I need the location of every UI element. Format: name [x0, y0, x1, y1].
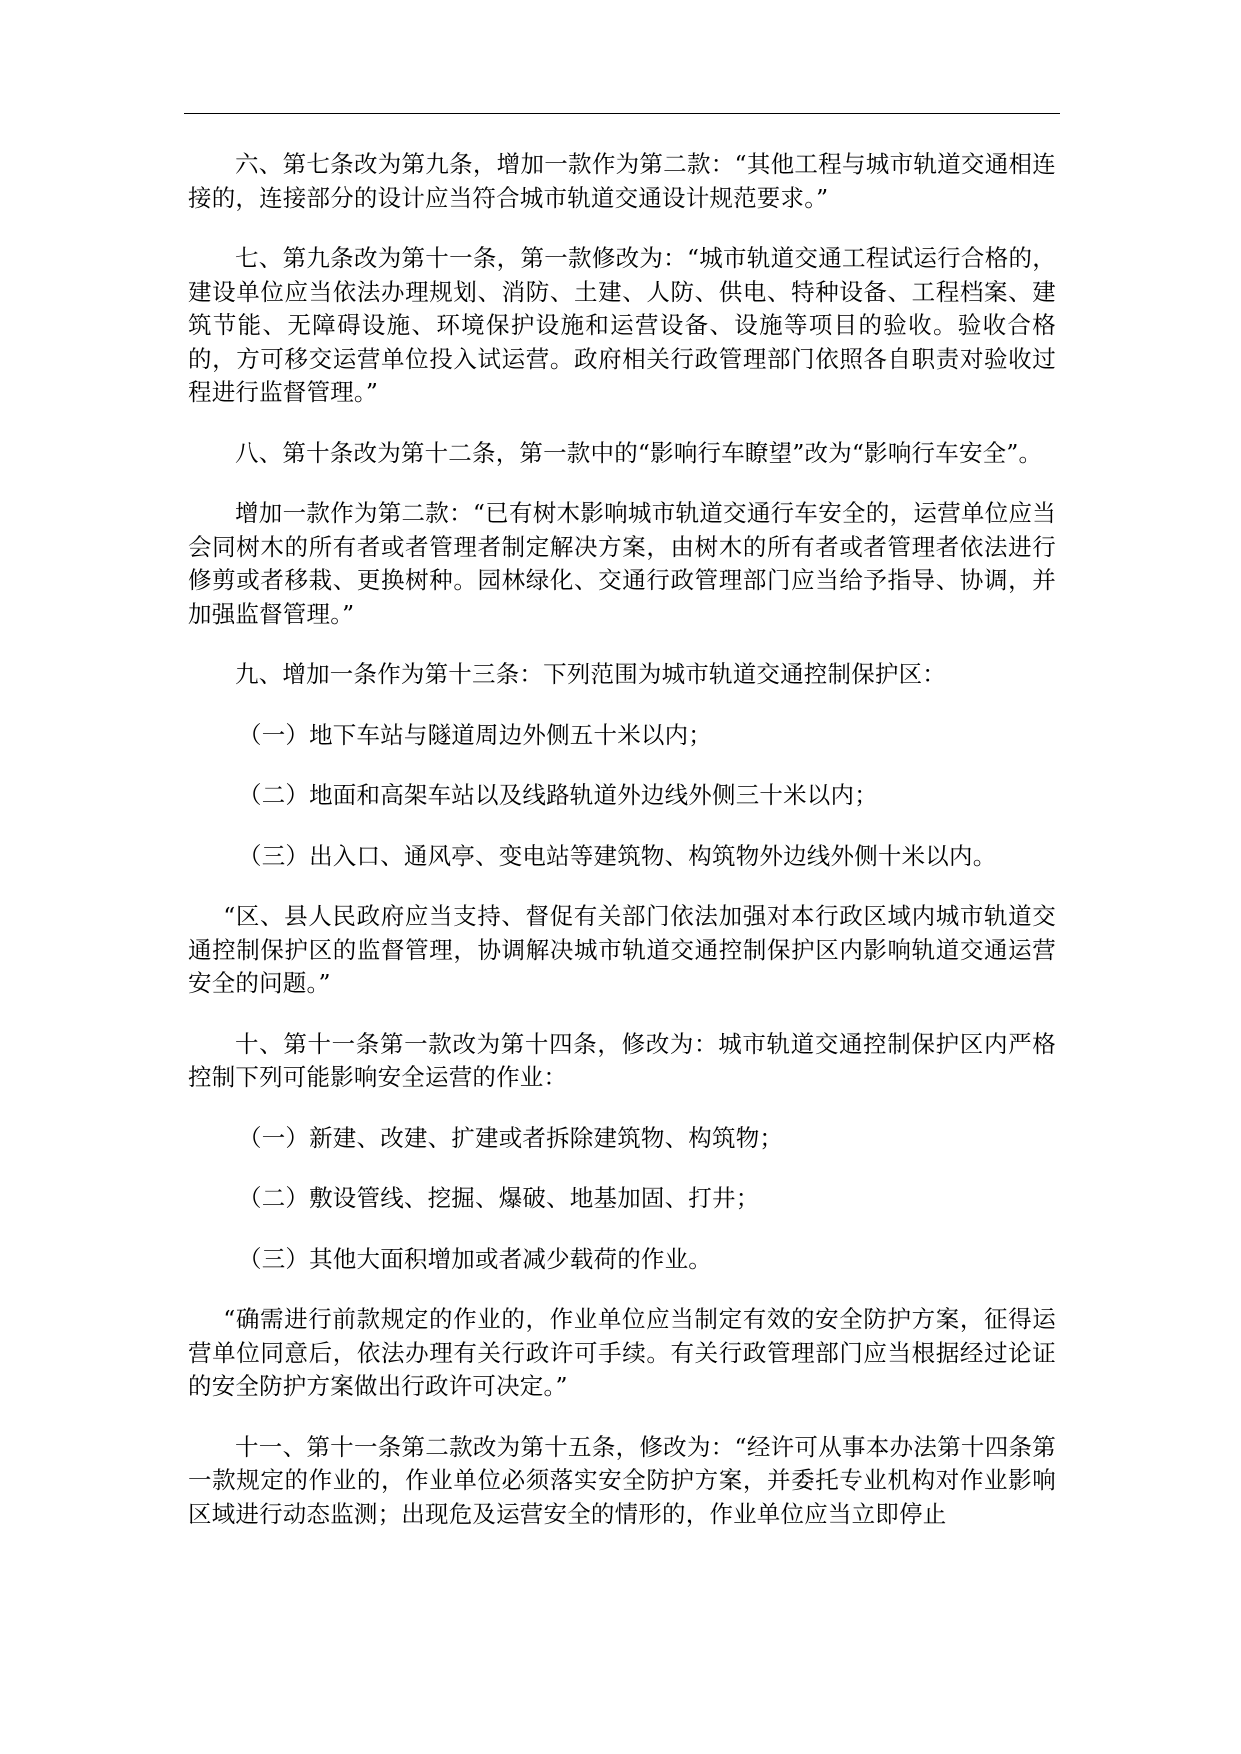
list-item-work-2: （二）敷设管线、挖掘、爆破、地基加固、打井；: [238, 1184, 760, 1212]
list-item-zone-3: （三）出入口、通风亭、变电站等建筑物、构筑物外边线外侧十米以内。: [238, 841, 997, 870]
document-body: [188, 148, 1056, 1531]
paragraph-article-8-addition: 增加一款作为第二款：“已有树木影响城市轨道交通行车安全的，运营单位应当会同树木的所有者或者管理者制定解决方案，由树木的所有者或者管理者依法进行修剪或者移栽、更换树种。园林绿化、交通行政管理部门应当给予指导、协调，并加强监督管理。”: [188, 499, 1056, 628]
paragraph-article-6: 六、第七条改为第九条，增加一款作为第二款：“其他工程与城市轨道交通相连接的，连接部分的设计应当符合城市轨道交通设计规范要求。”: [188, 150, 1056, 212]
header-rule: [184, 113, 1060, 114]
paragraph-district-supervision: “区、县人民政府应当支持、督促有关部门依法加强对本行政区域内城市轨道交通控制保护区的监督管理，协调解决城市轨道交通控制保护区内影响轨道交通运营安全的问题。”: [188, 902, 1056, 997]
list-item-zone-2: （二）地面和高架车站以及线路轨道外边线外侧三十米以内；: [238, 781, 878, 809]
paragraph-article-7: 七、第九条改为第十一条，第一款修改为：“城市轨道交通工程试运行合格的，建设单位应当依法办理规划、消防、土建、人防、供电、特种设备、工程档案、建筑节能、无障碍设施、环境保护设施和运营设备、设施等项目的验收。验收合格的，方可移交运营单位投入试运营。政府相关行政管理部门依照各自职责对验收过程进行监督管理。”: [188, 244, 1056, 406]
paragraph-article-9: 九、增加一条作为第十三条：下列范围为城市轨道交通控制保护区：: [235, 660, 946, 688]
list-item-zone-1: （一）地下车站与隧道周边外侧五十米以内；: [238, 720, 712, 749]
list-item-work-1: （一）新建、改建、扩建或者拆除建筑物、构筑物；: [238, 1123, 784, 1152]
list-item-work-3: （三）其他大面积增加或者减少载荷的作业。: [238, 1244, 712, 1273]
paragraph-article-10: 十、第十一条第一款改为第十四条，修改为：城市轨道交通控制保护区内严格控制下列可能影响安全运营的作业：: [188, 1029, 1056, 1091]
paragraph-article-11: 十一、第十一条第二款改为第十五条，修改为：“经许可从事本办法第十四条第一款规定的作业的，作业单位必须落实安全防护方案，并委托专业机构对作业影响区域进行动态监测；出现危及运营安全的情形的，作业单位应当立即停止: [188, 1432, 1056, 1528]
paragraph-safety-plan: “确需进行前款规定的作业的，作业单位应当制定有效的安全防护方案，征得运营单位同意后，依法办理有关行政许可手续。有关行政管理部门应当根据经过论证的安全防护方案做出行政许可决定。”: [188, 1305, 1056, 1400]
paragraph-article-8: 八、第十条改为第十二条，第一款中的“影响行车瞭望”改为“影响行车安全”。: [235, 438, 1043, 467]
